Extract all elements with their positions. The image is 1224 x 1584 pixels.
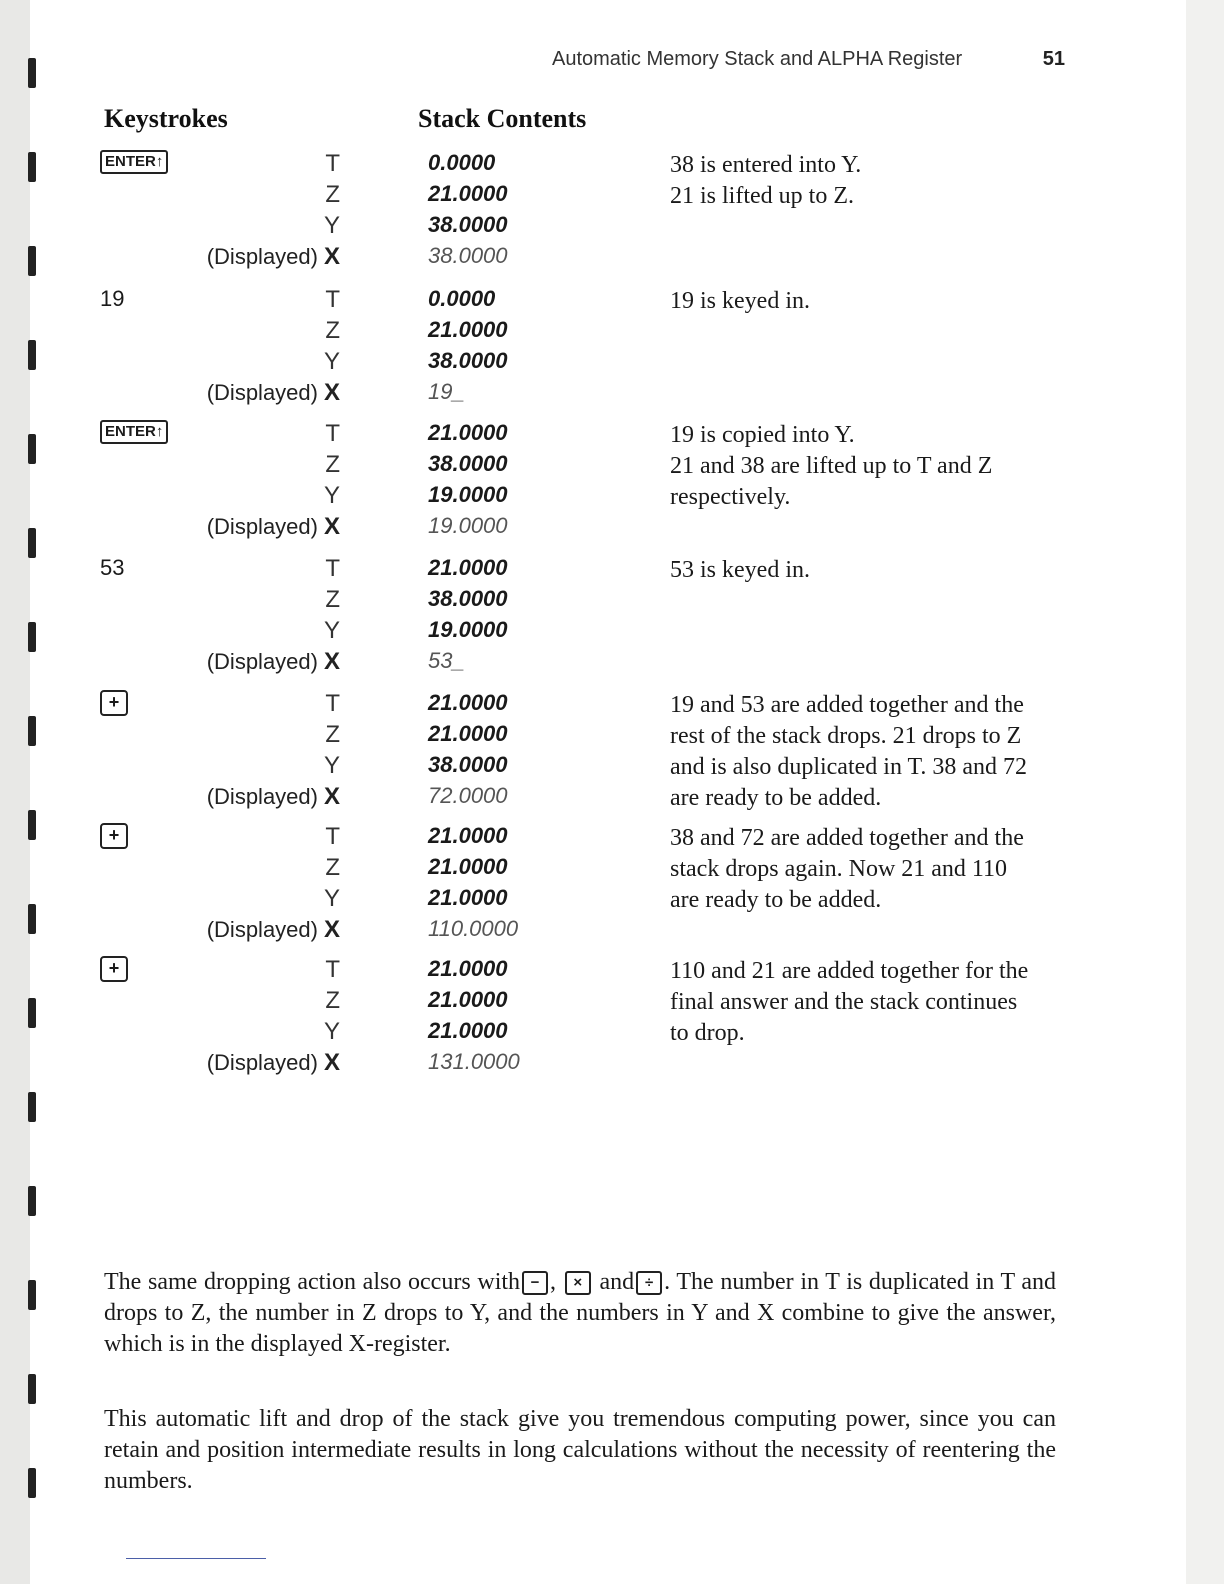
register-row-x — [0, 648, 1224, 679]
register-label — [324, 617, 340, 645]
register-label — [207, 783, 340, 811]
register-label — [325, 420, 340, 448]
paragraph-lift-and-drop: This automatic lift and drop of the stack give you tremendous computing power, since you can retain and position intermediate results in long calculations without the necessity of reentering the numbers. — [104, 1406, 1056, 1494]
displayed-label: (Displayed) — [206, 917, 318, 942]
register-label — [325, 181, 340, 209]
plus-key-icon: + — [100, 823, 128, 849]
register-letter-t: T — [325, 956, 340, 983]
register-letter-y: Y — [323, 1018, 340, 1045]
binding-hole — [28, 1468, 36, 1498]
register-value-t: 0.0000 — [428, 150, 496, 175]
plus-key-icon: + — [100, 690, 128, 716]
enter-key-icon: ENTER↑ — [100, 420, 168, 444]
register-label — [324, 348, 340, 376]
register-row-x — [0, 1049, 1224, 1080]
register-label — [325, 690, 340, 718]
register-label — [325, 721, 340, 749]
register-label — [324, 1018, 340, 1046]
register-row-z — [0, 586, 1224, 617]
register-letter-z: Z — [325, 987, 340, 1014]
register-letter-x: X — [323, 1049, 340, 1076]
register-letter-t: T — [325, 150, 340, 177]
register-label — [207, 648, 340, 676]
register-label — [207, 916, 340, 944]
multiply-key-icon: × — [565, 1271, 591, 1295]
register-row-z — [0, 317, 1224, 348]
register-letter-y: Y — [323, 482, 340, 509]
register-value-y: 21.0000 — [428, 885, 508, 910]
plus-key-icon: + — [100, 956, 128, 982]
register-value-z: 21.0000 — [428, 854, 508, 879]
register-value-y: 19.0000 — [428, 482, 508, 507]
register-label — [324, 885, 340, 913]
register-value-x: 38.0000 — [428, 243, 508, 268]
register-value-x: 110.0000 — [428, 916, 519, 941]
register-letter-t: T — [325, 823, 340, 850]
register-letter-t: T — [325, 555, 340, 582]
register-label — [325, 854, 340, 882]
displayed-label: (Displayed) — [206, 784, 318, 809]
register-label — [325, 451, 340, 479]
register-value-y: 21.0000 — [428, 1018, 508, 1043]
paragraph-text: . The number in T is duplicated in T and drops to Z, the number in Z drops to Y, and the numbers in Y and X combine to give the answer, which is in the displayed X-register. — [104, 1269, 1057, 1357]
register-value-z: 21.0000 — [428, 181, 508, 206]
paragraph-text: and — [599, 1269, 635, 1295]
register-letter-y: Y — [323, 617, 340, 644]
step-comment: 19 is keyed in. — [670, 288, 810, 314]
register-label — [207, 1049, 340, 1077]
register-value-y: 38.0000 — [428, 348, 508, 373]
register-label — [324, 482, 340, 510]
register-value-x: 72.0000 — [428, 783, 508, 808]
register-label — [325, 555, 340, 583]
register-letter-x: X — [323, 916, 340, 943]
step-comment: 53 is keyed in. — [670, 557, 810, 583]
register-value-t: 21.0000 — [428, 823, 508, 848]
register-value-t: 0.0000 — [428, 286, 496, 311]
register-letter-x: X — [323, 379, 340, 406]
register-row-x — [0, 243, 1224, 274]
keystrokes-heading: Keystrokes — [104, 104, 228, 133]
register-row-x — [0, 513, 1224, 544]
register-letter-z: Z — [325, 854, 340, 881]
register-label — [325, 150, 340, 178]
binding-hole — [28, 1280, 36, 1310]
register-label — [324, 752, 340, 780]
register-letter-y: Y — [323, 212, 340, 239]
register-value-y: 38.0000 — [428, 752, 508, 777]
displayed-label: (Displayed) — [206, 1050, 318, 1075]
binding-hole — [28, 1374, 36, 1404]
keyed-digits: 53 — [100, 555, 125, 580]
register-value-z: 21.0000 — [428, 987, 508, 1012]
footnote-rule — [126, 1558, 266, 1559]
register-letter-y: Y — [323, 885, 340, 912]
binding-hole — [28, 1186, 36, 1216]
register-letter-x: X — [323, 783, 340, 810]
register-letter-z: Z — [325, 451, 340, 478]
displayed-label: (Displayed) — [206, 514, 318, 539]
running-title: Automatic Memory Stack and ALPHA Register — [552, 48, 963, 70]
register-label — [324, 212, 340, 240]
paragraph-text: , — [550, 1269, 557, 1295]
divide-key-icon: ÷ — [636, 1271, 662, 1295]
register-value-t: 21.0000 — [428, 555, 508, 580]
register-label — [325, 956, 340, 984]
paragraph-dropping-action — [104, 1267, 1056, 1360]
step-comment: 38 is entered into Y. 21 is lifted up to Z. — [670, 152, 862, 209]
step-comment: 19 is copied into Y. 21 and 38 are lifted up to T and Z respectively. — [670, 422, 993, 510]
displayed-label: (Displayed) — [206, 244, 318, 269]
register-letter-z: Z — [325, 721, 340, 748]
register-letter-t: T — [325, 286, 340, 313]
register-value-x: 19_ — [428, 379, 465, 404]
register-letter-y: Y — [323, 752, 340, 779]
register-value-z: 38.0000 — [428, 451, 508, 476]
binding-hole — [28, 58, 36, 88]
register-label — [325, 317, 340, 345]
register-label — [325, 586, 340, 614]
register-value-x: 53_ — [428, 648, 465, 673]
register-label — [325, 823, 340, 851]
step-comment: 38 and 72 are added together and the stack drops again. Now 21 and 110 are ready to be added. — [670, 825, 1024, 913]
displayed-label: (Displayed) — [206, 380, 318, 405]
step-comment: 19 and 53 are added together and the rest of the stack drops. 21 drops to Z and is also duplicated in T. 38 and 72 are ready to be added. — [670, 692, 1028, 811]
register-value-x: 19.0000 — [428, 513, 508, 538]
register-letter-y: Y — [323, 348, 340, 375]
register-value-t: 21.0000 — [428, 420, 508, 445]
minus-key-icon: − — [522, 1271, 548, 1295]
register-letter-z: Z — [325, 317, 340, 344]
register-row-y — [0, 348, 1224, 379]
register-value-t: 21.0000 — [428, 690, 508, 715]
register-row-y — [0, 617, 1224, 648]
register-label — [207, 243, 340, 271]
register-value-t: 21.0000 — [428, 956, 508, 981]
register-label — [325, 987, 340, 1015]
register-value-z: 38.0000 — [428, 586, 508, 611]
stack-contents-heading: Stack Contents — [418, 104, 587, 133]
displayed-label: (Displayed) — [206, 649, 318, 674]
register-letter-t: T — [325, 690, 340, 717]
register-value-z: 21.0000 — [428, 721, 508, 746]
register-value-y: 38.0000 — [428, 212, 508, 237]
enter-key-icon: ENTER↑ — [100, 150, 168, 174]
register-label — [207, 379, 340, 407]
register-letter-z: Z — [325, 181, 340, 208]
register-letter-t: T — [325, 420, 340, 447]
register-letter-x: X — [323, 648, 340, 675]
register-value-y: 19.0000 — [428, 617, 508, 642]
register-letter-x: X — [323, 243, 340, 270]
step-comment: 110 and 21 are added together for the final answer and the stack continues to drop. — [670, 958, 1029, 1046]
register-value-x: 131.0000 — [428, 1049, 520, 1074]
register-letter-z: Z — [325, 586, 340, 613]
register-value-z: 21.0000 — [428, 317, 508, 342]
page-number: 51 — [1042, 48, 1065, 70]
register-label — [207, 513, 340, 541]
binding-hole — [28, 1092, 36, 1122]
register-label — [325, 286, 340, 314]
register-letter-x: X — [323, 513, 340, 540]
register-row-x — [0, 379, 1224, 410]
paragraph-text: The same dropping action also occurs with — [104, 1269, 521, 1295]
keyed-digits: 19 — [100, 286, 125, 311]
register-row-x — [0, 916, 1224, 947]
register-row-y — [0, 212, 1224, 243]
